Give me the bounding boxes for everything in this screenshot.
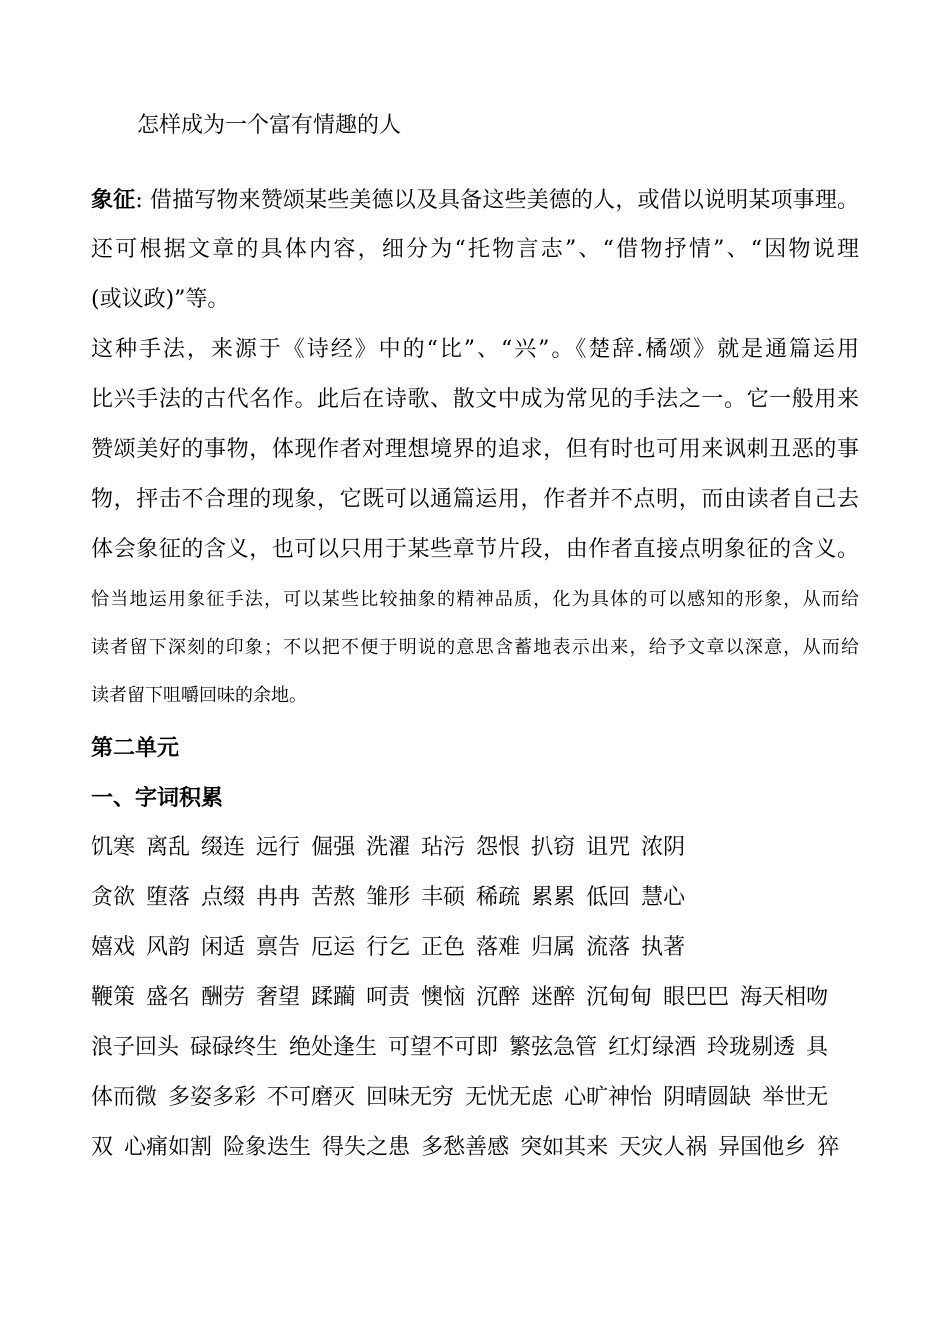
- vocab-word: 贪欲: [91, 885, 136, 910]
- effect-line: 读者留下深刻的印象；不以把不便于明说的意思含蓄地表示出来，给予文章以深意，从而给: [91, 637, 859, 658]
- symbolism-line-2: 还可根据文章的具体内容，细分为“托物言志”、“借物抒情”、“因物说理: [91, 237, 859, 262]
- vocab-word: 闲适: [201, 935, 246, 960]
- vocab-word: 迷醉: [531, 985, 576, 1010]
- vocab-word: 洗濯: [366, 835, 411, 860]
- vocab-row: [91, 1083, 828, 1113]
- vocab-word: 不可磨灭: [267, 1085, 356, 1110]
- vocab-word: 扒窃: [531, 835, 576, 860]
- vocab-word: 风韵: [146, 935, 191, 960]
- vocab-word: 稀疏: [476, 885, 521, 910]
- vocab-word: 诅咒: [586, 835, 631, 860]
- vocab-word: 怨恨: [476, 835, 521, 860]
- vocab-word: 慧心: [641, 885, 686, 910]
- vocab-word: 执著: [641, 935, 686, 960]
- vocab-word: 离乱: [146, 835, 191, 860]
- vocab-word: 懊恼: [421, 985, 466, 1010]
- vocab-word: 禀告: [256, 935, 301, 960]
- origin-line: 这种手法，来源于《诗经》中的“比”、“兴”。《楚辞.橘颂》就是通篇运用: [91, 337, 859, 362]
- vocab-word: 举世无: [762, 1085, 829, 1110]
- vocab-word: 阴晴圆缺: [663, 1085, 752, 1110]
- vocab-word: 缀连: [201, 835, 246, 860]
- vocab-word: 天灾人祸: [619, 1135, 708, 1160]
- vocab-word: 远行: [256, 835, 301, 860]
- vocab-word: 多姿多彩: [168, 1085, 257, 1110]
- vocab-word: 奢望: [256, 985, 301, 1010]
- vocab-word: 饥寒: [91, 835, 136, 860]
- vocab-word: 浪子回头: [91, 1035, 180, 1060]
- vocab-word: 双: [91, 1135, 114, 1160]
- vocab-word: 眼巴巴: [663, 985, 730, 1010]
- effect-line: 恰当地运用象征手法，可以某些比较抽象的精神品质，化为具体的可以感知的形象，从而给: [91, 589, 859, 610]
- vocab-word: 行乞: [366, 935, 411, 960]
- vocab-word: 碌碌终生: [190, 1035, 279, 1060]
- vocab-word: 险象迭生: [223, 1135, 312, 1160]
- vocab-word: 累累: [531, 885, 576, 910]
- vocab-row: [91, 833, 685, 863]
- vocab-word: 丰硕: [421, 885, 466, 910]
- origin-line: 体会象征的含义，也可以只用于某些章节片段，由作者直接点明象征的含义。: [91, 537, 859, 562]
- vocab-word: 可望不可即: [388, 1035, 499, 1060]
- vocab-word: 正色: [421, 935, 466, 960]
- vocab-word: 冉冉: [256, 885, 301, 910]
- vocab-word: 倔强: [311, 835, 356, 860]
- vocab-word: 突如其来: [520, 1135, 609, 1160]
- vocab-word: 异国他乡: [718, 1135, 807, 1160]
- vocab-word: 归属: [531, 935, 576, 960]
- vocab-word: 堕落: [146, 885, 191, 910]
- vocab-row: [91, 883, 685, 913]
- unit-title: 第二单元: [91, 735, 180, 761]
- section-title: 一、字词积累: [91, 785, 224, 811]
- vocab-word: 厄运: [311, 935, 356, 960]
- symbolism-definition: 借描写物来赞颂某些美德以及具备这些美德的人，或借以说明某项事理。: [149, 188, 859, 213]
- vocab-word: 苦熬: [311, 885, 356, 910]
- vocab-word: 低回: [586, 885, 631, 910]
- vocab-word: 盛名: [146, 985, 191, 1010]
- vocab-word: 心痛如割: [124, 1135, 213, 1160]
- vocab-word: 体而微: [91, 1085, 158, 1110]
- vocab-word: 红灯绿酒: [608, 1035, 697, 1060]
- vocab-word: 雏形: [366, 885, 411, 910]
- vocab-row: [91, 1033, 828, 1063]
- vocab-word: 流落: [586, 935, 631, 960]
- vocab-word: 落难: [476, 935, 521, 960]
- vocab-word: 玲珑剔透: [707, 1035, 796, 1060]
- vocab-row: [91, 933, 685, 963]
- vocab-row: [91, 1133, 839, 1163]
- vocab-word: 多愁善感: [421, 1135, 510, 1160]
- origin-line: 物，抨击不合理的现象，它既可以通篇运用，作者并不点明，而由读者自己去: [91, 487, 859, 512]
- vocab-word: 呵责: [366, 985, 411, 1010]
- vocab-word: 沉甸甸: [586, 985, 653, 1010]
- vocab-word: 浓阴: [641, 835, 686, 860]
- symbolism-line-1: [91, 185, 859, 216]
- vocab-word: 心旷神怡: [564, 1085, 653, 1110]
- page-title: 怎样成为一个富有情趣的人: [137, 113, 402, 138]
- vocab-word: 绝处逢生: [289, 1035, 378, 1060]
- vocab-word: 嬉戏: [91, 935, 136, 960]
- vocab-word: 无忧无虑: [465, 1085, 554, 1110]
- vocab-word: 沉醉: [476, 985, 521, 1010]
- origin-line: 赞颂美好的事物，体现作者对理想境界的追求，但有时也可用来讽刺丑恶的事: [91, 437, 859, 462]
- vocab-word: 蹂躏: [311, 985, 356, 1010]
- term-symbolism: 象征: [91, 187, 136, 213]
- vocab-word: 鞭策: [91, 985, 136, 1010]
- origin-line: 比兴手法的古代名作。此后在诗歌、散文中成为常见的手法之一。它一般用来: [91, 387, 859, 412]
- vocab-row: [91, 983, 828, 1013]
- vocab-word: 具: [806, 1035, 829, 1060]
- vocab-word: 猝: [817, 1135, 840, 1160]
- vocab-word: 玷污: [421, 835, 466, 860]
- vocab-word: 海天相吻: [740, 985, 829, 1010]
- vocab-word: 得失之患: [322, 1135, 411, 1160]
- symbolism-line-3: (或议政)”等。: [91, 287, 230, 312]
- vocab-word: 繁弦急管: [509, 1035, 598, 1060]
- vocab-word: 回味无穷: [366, 1085, 455, 1110]
- vocab-word: 点缀: [201, 885, 246, 910]
- vocab-word: 酬劳: [201, 985, 246, 1010]
- term-separator: :: [135, 188, 150, 213]
- effect-line: 读者留下咀嚼回味的余地。: [91, 685, 307, 706]
